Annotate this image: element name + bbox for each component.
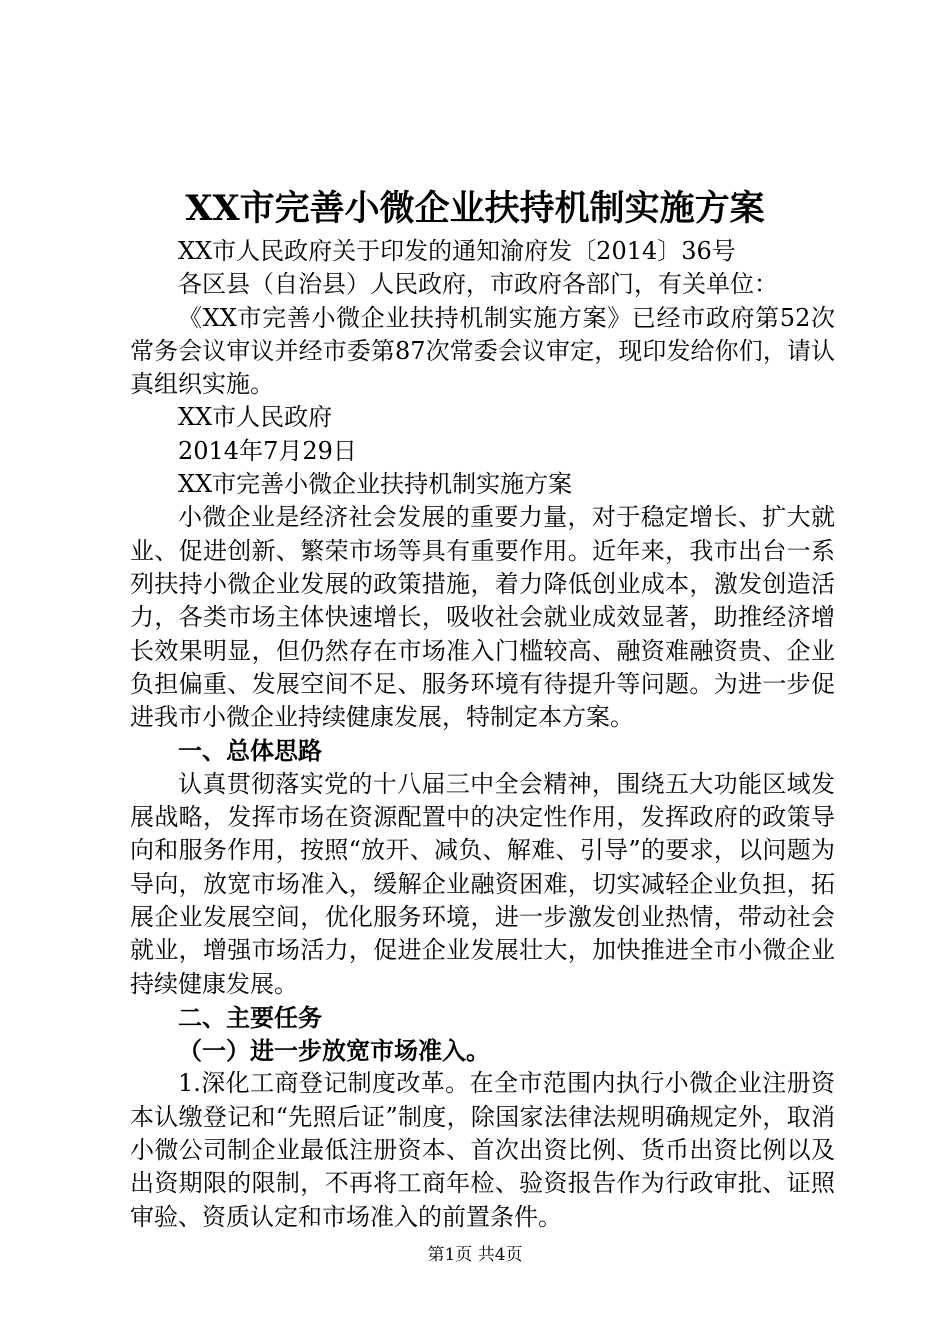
paragraph-registration-reform: 1.深化工商登记制度改革。在全市范围内执行小微企业注册资本认缴登记和“先照后证”制度，除国家法律法规明确规定外，取消小微公司制企业最低注册资本、首次出资比例、货币出资比例以及出资期限的限制，不再将工商年检、验资报告作为行政审批、证照审验、资质认定和市场准入的前置条件。 (130, 1069, 835, 1231)
paragraph-date: 2014年7月29日 (178, 436, 357, 465)
document-body (130, 235, 835, 1234)
section-heading-tasks: 二、主要任务 (178, 1002, 322, 1032)
document-title: XX市完善小微企业扶持机制实施方案 (185, 188, 765, 229)
paragraph-issuer: XX市人民政府 (178, 403, 333, 432)
paragraph-plan-title: XX市完善小微企业扶持机制实施方案 (178, 470, 573, 499)
page-footer: 第1页 共4页 (427, 1245, 523, 1265)
paragraph-intro: 小微企业是经济社会发展的重要力量，对于稳定增长、扩大就业、促进创新、繁荣市场等具有重要作用。近年来，我市出台一系列扶持小微企业发展的政策措施，着力降低创业成本，激发创造活力，各类市场主体快速增长，吸收社会就业成效显著，助推经济增长效果明显，但仍然存在市场准入门槛较高、融资难融资贵、企业负担偏重、发展空间不足、服务环境有待提升等问题。为进一步促进我市小微企业持续健康发展，特制定本方案。 (130, 503, 835, 732)
paragraph-notice-header: XX市人民政府关于印发的通知渝府发〔2014〕36号 (178, 237, 736, 265)
paragraph-overall: 认真贯彻落实党的十八届三中全会精神，围绕五大功能区域发展战略，发挥市场在资源配置中的决定性作用，发挥政府的政策导向和服务作用，按照“放开、减负、解难、引导”的要求，以问题为导向，放宽市场准入，缓解企业融资困难，切实减轻企业负担，拓展企业发展空间，优化服务环境，进一步激发创业热情，带动社会就业，增强市场活力，促进企业发展壮大，加快推进全市小微企业持续健康发展。 (130, 769, 835, 998)
paragraph-recipients: 各区县（自治县）人民政府，市政府各部门，有关单位： (178, 270, 778, 299)
subsection-heading-market-access: （一）进一步放宽市场准入。 (178, 1036, 490, 1066)
section-heading-overall: 一、总体思路 (178, 736, 322, 766)
paragraph-notice-body: 《XX市完善小微企业扶持机制实施方案》已经市政府第52次常务会议审议并经市委第87次常委会议审定，现印发给你们，请认真组织实施。 (130, 303, 835, 399)
